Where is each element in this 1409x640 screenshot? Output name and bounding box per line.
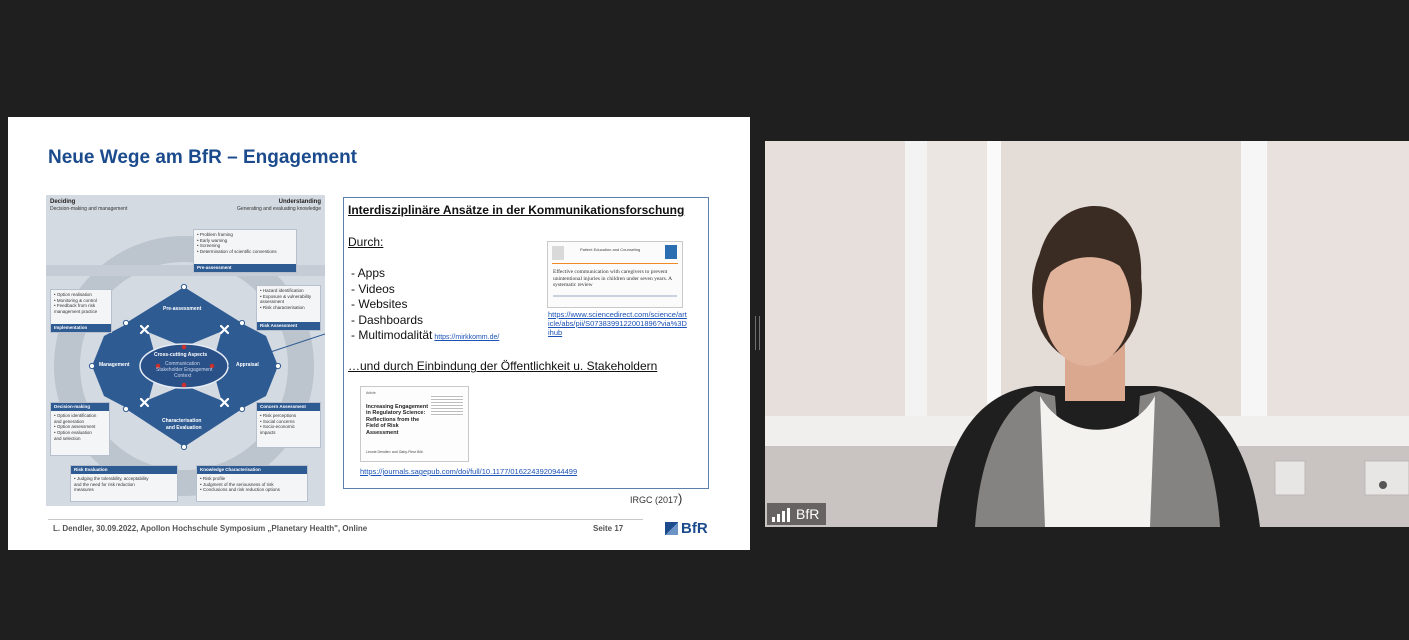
divider: [552, 263, 678, 264]
center-sub-communication: Communication: [165, 361, 200, 367]
article-thumbnail-sciencedirect: [547, 241, 683, 308]
decision-making-box: Decision-making • Option identification and generation • Option assessment • Option evaluation and selection: [50, 402, 110, 456]
journal-cover-icon: [665, 245, 677, 259]
petal-label-evaluation: and Evaluation: [166, 425, 202, 431]
deciding-sublabel: Decision-making and management: [50, 206, 128, 212]
list-item: - Apps: [351, 266, 386, 280]
petal-label-preassessment: Pre-assessment: [163, 306, 202, 312]
article-title: Effective communication with caregivers to prevent unintentional injuries in children under seven years. A systematic review: [553, 269, 672, 289]
article-authors: Leonie Dendler¹ and Gaby-Fleur Böl¹: [366, 450, 424, 454]
deciding-label: Deciding: [50, 199, 76, 205]
understanding-label: Understanding: [278, 199, 321, 205]
mirkkomm-link[interactable]: https://mirkkomm.de/: [434, 334, 500, 341]
understanding-sublabel: Generating and evaluating knowledge: [237, 206, 321, 212]
knowledge-characterisation-heading: Knowledge Characterisation: [197, 466, 307, 474]
sage-link[interactable]: https://journals.sagepub.com/doi/full/10.1177/0162243920944499: [360, 467, 578, 476]
risk-evaluation-box: Risk Evaluation • Judging the tolerability, acceptability and the need for risk reduction measures: [70, 465, 178, 502]
journal-name: Patient Education and Counseling: [580, 247, 641, 252]
irgc-framework-diagram: [46, 195, 325, 506]
risk-assessment-box: • Hazard identification • Exposure & vulnerability assessment • Risk characterisation Risk Assessment: [256, 285, 321, 331]
durch-label: Durch:: [348, 235, 384, 249]
risk-evaluation-heading: Risk Evaluation: [71, 466, 177, 474]
center-title: Cross-cutting Aspects: [154, 352, 208, 358]
risk-assessment-heading: Risk Assessment: [257, 322, 320, 330]
implementation-box: • Option realisation • Monitoring & control • Feedback from risk management practice Implementation: [50, 289, 112, 333]
slide-footer: L. Dendler, 30.09.2022, Apollon Hochschule Symposium „Planetary Health", Online: [53, 524, 368, 533]
video-frame: [765, 141, 1409, 527]
article-type: Article: [366, 391, 376, 395]
elsevier-logo-icon: [552, 246, 564, 260]
decision-making-heading: Decision-making: [51, 403, 109, 411]
channel-list: [351, 266, 499, 346]
concern-assessment-heading: Concern Assessment: [257, 403, 320, 411]
participant-name: BfR: [796, 506, 820, 522]
center-sub-context: Context: [174, 373, 192, 379]
petal-label-characterisation: Characterisation: [162, 418, 202, 424]
preassessment-heading: Pre-assessment: [194, 264, 296, 272]
view-splitter-handle[interactable]: [755, 316, 760, 350]
bfr-logo: BfR: [665, 520, 708, 537]
petal-label-management: Management: [99, 362, 130, 368]
list-item: - Websites: [351, 297, 408, 311]
list-item: - Dashboards: [351, 312, 424, 327]
article-title: Increasing Engagement in Regulatory Science: Reflections from the Field of Risk Assessment: [366, 404, 429, 436]
center-sub-stakeholder: Stakeholder Engagement: [156, 367, 213, 373]
shared-slide: [8, 117, 750, 550]
article-meta-bar: [553, 295, 677, 297]
concern-assessment-box: Concern Assessment • Risk perceptions • Social concerns • Socio-economic impacts: [256, 402, 321, 448]
page-number: Seite 17: [593, 524, 624, 533]
article-thumbnail-sage: [360, 386, 469, 462]
participant-video[interactable]: [765, 141, 1409, 527]
implementation-heading: Implementation: [51, 324, 111, 332]
journal-info-block: [431, 394, 463, 416]
source-citation: IRGC (2017): [630, 491, 683, 506]
engagement-line: …und durch Einbindung der Öffentlichkeit u. Stakeholdern: [348, 359, 658, 373]
slide-title: Neue Wege am BfR – Engagement: [48, 147, 358, 168]
list-item: - Videos: [351, 281, 395, 296]
signal-strength-icon: [772, 508, 790, 522]
sciencedirect-link[interactable]: https://www.sciencedirect.com/science/article/abs/pii/S073839912200189​6?via%3Dihub: [548, 310, 687, 337]
footer-divider: [48, 519, 643, 520]
petal-label-appraisal: Appraisal: [236, 362, 259, 368]
bfr-logo-icon: [665, 522, 678, 535]
communication-research-box: [343, 197, 709, 489]
preassessment-box: • Problem framing • Early warning • Screening • Determination of scientific conventions Pre-assessment: [193, 229, 297, 273]
participant-name-tag: [767, 503, 826, 525]
list-item-multimodality: - Multimodalität https://mirkkomm.de/: [351, 328, 500, 342]
box-heading: Interdisziplinäre Ansätze in der Kommunikationsforschung: [348, 203, 685, 217]
knowledge-characterisation-box: Knowledge Characterisation • Risk profile • Judgment of the seriousness of risk • Conclusions and risk reduction options: [196, 465, 308, 502]
